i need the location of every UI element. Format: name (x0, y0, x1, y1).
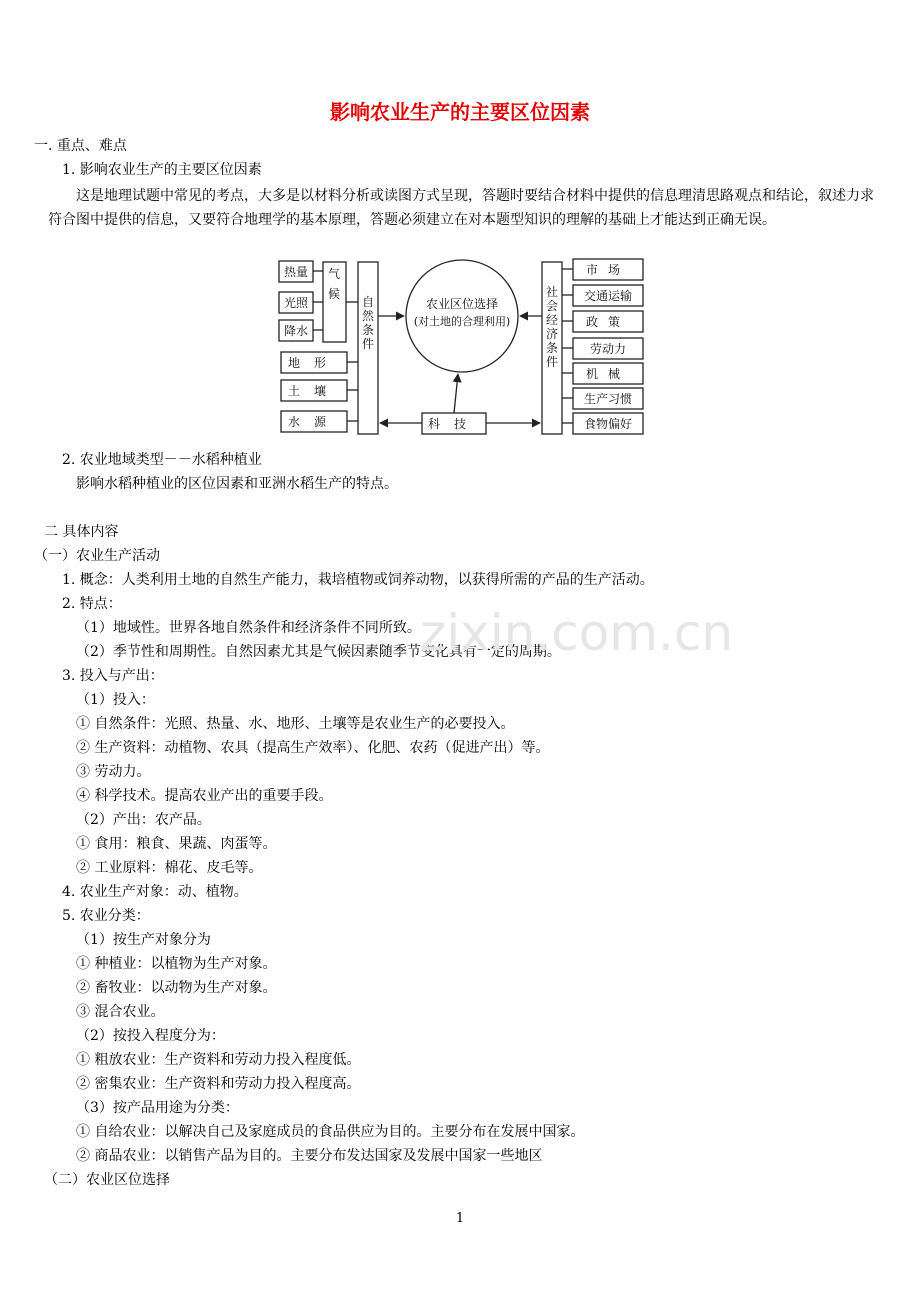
item-classification: 5. 农业分类： (62, 908, 150, 924)
class-planting: ① 种植业：以植物为生产对象。 (76, 956, 277, 972)
section-heading-key-points: 一. 重点、难点 (34, 138, 127, 154)
section-heading-content: 二 具体内容 (44, 524, 119, 540)
item-features: 2. 特点： (62, 596, 122, 612)
label-labor: 劳动力 (589, 342, 627, 356)
class-by-use: （3）按产品用途为分类： (76, 1100, 239, 1116)
label-climate: 气候 (327, 267, 341, 301)
subsection-1: （一）农业生产活动 (34, 548, 160, 564)
label-transport: 交通运输 (583, 289, 633, 303)
label-social-conditions: 社会经济条件 (545, 285, 559, 369)
subsection-2: （二）农业区位选择 (44, 1172, 170, 1188)
label-policy: 政策 (585, 315, 631, 329)
label-habits: 生产习惯 (583, 392, 633, 406)
label-natural-conditions: 自然条件 (361, 295, 375, 351)
item-input-output: 3. 投入与产出： (62, 668, 164, 684)
label-machinery: 机械 (585, 367, 631, 381)
item-concept: 1. 概念：人类利用土地的自然生产能力，栽培植物或饲养动物，以获得所需的产品的生产活动。 (62, 572, 654, 588)
rice-description: 影响水稻种植业的区位因素和亚洲水稻生产的特点。 (76, 476, 398, 492)
class-extensive: ① 粗放农业：生产资料和劳动力投入程度低。 (76, 1052, 361, 1068)
subheading-location-factors: 1. 影响农业生产的主要区位因素 (62, 162, 262, 178)
input-labor: ③ 劳动力。 (76, 764, 151, 780)
class-subsistence: ① 自给农业：以解决自己及家庭成员的食品供应为目的。主要分布在发展中国家。 (76, 1124, 585, 1140)
page-title: 影响农业生产的主要区位因素 (330, 100, 590, 124)
label-market: 市场 (585, 263, 631, 277)
label-tech: 科技 (427, 417, 481, 431)
label-precip: 降水 (283, 324, 309, 338)
location-factors-diagram (276, 256, 648, 440)
class-intensive: ② 密集农业：生产资料和劳动力投入程度高。 (76, 1076, 361, 1092)
item-objects: 4. 农业生产对象：动、植物。 (62, 884, 248, 900)
label-food-pref: 食物偏好 (583, 417, 633, 431)
input-heading: （1）投入： (76, 692, 155, 708)
label-soil: 土壤 (287, 384, 341, 398)
class-mixed: ③ 混合农业。 (76, 1004, 165, 1020)
class-commercial: ② 商品农业：以销售产品为目的。主要分布发达国家及发展中国家一些地区 (76, 1148, 543, 1164)
output-heading: （2）产出：农产品。 (76, 812, 211, 828)
output-food: ① 食用：粮食、果蔬、肉蛋等。 (76, 836, 277, 852)
page-number: 1 (455, 1211, 465, 1226)
class-livestock: ② 畜牧业：以动物为生产对象。 (76, 980, 277, 996)
label-center-title: 农业区位选择 (425, 297, 499, 311)
label-heat: 热量 (283, 265, 309, 279)
feature-regional: （1）地域性。世界各地自然条件和经济条件不同所致。 (76, 620, 421, 636)
subheading-rice: 2. 农业地域类型－－水稻种植业 (62, 452, 262, 468)
label-water: 水源 (287, 415, 341, 429)
label-terrain: 地形 (287, 356, 341, 370)
intro-paragraph: 这是地理试题中常见的考点，大多是以材料分析或读图方式呈现，答题时要结合材料中提供的信息理清思路观点和结论，叙述力求符合图中提供的信息，又要符合地理学的基本原理，答题必须建立在对本题型知识的理解的基础上才能达到正确无误。 (48, 188, 874, 228)
watermark: zixin.com.cn (420, 604, 734, 662)
label-light: 光照 (283, 296, 309, 310)
label-center-subtitle: (对土地的合理利用) (413, 315, 511, 328)
class-by-input: （2）按投入程度分为： (76, 1028, 225, 1044)
output-industrial: ② 工业原料：棉花、皮毛等。 (76, 860, 263, 876)
input-technology: ④ 科学技术。提高农业产出的重要手段。 (76, 788, 333, 804)
feature-seasonal: （2）季节性和周期性。自然因素尤其是气候因素随季节变化具有一定的周期。 (76, 644, 561, 660)
input-materials: ② 生产资料：动植物、农具（提高生产效率）、化肥、农药（促进产出）等。 (76, 740, 550, 756)
class-by-object: （1）按生产对象分为 (76, 932, 211, 948)
input-natural: ① 自然条件：光照、热量、水、地形、土壤等是农业生产的必要投入。 (76, 716, 515, 732)
